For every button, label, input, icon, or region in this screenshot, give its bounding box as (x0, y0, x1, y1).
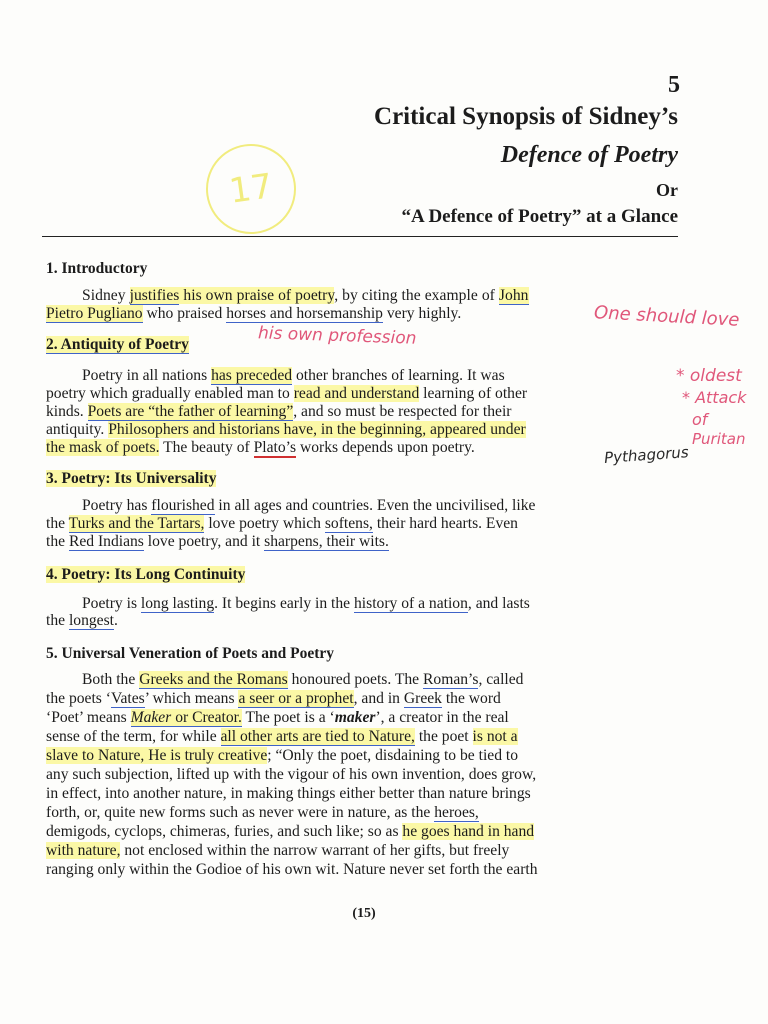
section-heading-universality: 3. Poetry: Its Universality (46, 470, 217, 487)
body-line: forth, or, quite new forms such as never were in nature, as the heroes, (46, 804, 479, 821)
section-heading-continuity: 4. Poetry: Its Long Continuity (46, 566, 246, 583)
body-line: Poetry has flourished in all ages and countries. Even the uncivilised, like (82, 497, 536, 514)
body-line: any such subjection, lifted up with the vigour of his own invention, does grow, (46, 766, 537, 783)
handwritten-note: Puritan (692, 430, 746, 448)
body-line: slave to Nature, He is truly creative; “Only the poet, disdaining to be tied to (46, 747, 519, 764)
body-line: poetry which gradually enabled man to read and understand learning of other (46, 385, 528, 402)
body-line: ranging only within the Godioe of his own wit. Nature never set forth the earth (46, 861, 538, 878)
handwritten-note: his own profession (257, 323, 417, 349)
body-line: ‘Poet’ means Maker or Creator. The poet is a ‘maker’, a creator in the real (46, 709, 509, 726)
handwritten-note: * oldest (676, 366, 742, 386)
body-line: in effect, into another nature, in making things either better than nature brings (46, 785, 531, 802)
body-line: the Red Indians love poetry, and it sharpens, their wits. (46, 533, 389, 550)
chapter-title: Critical Synopsis of Sidney’s (374, 103, 678, 130)
body-line: Poetry is long lasting. It begins early in the history of a nation, and lasts (82, 595, 530, 612)
page-stamp: 17 (200, 138, 302, 240)
body-line: Both the Greeks and the Romans honoured poets. The Roman’s, called (82, 671, 524, 688)
section-heading-veneration: 5. Universal Veneration of Poets and Poetry (46, 645, 335, 662)
chapter-subtitle: “A Defence of Poetry” at a Glance (401, 206, 678, 227)
body-line: Poetry in all nations has preceded other branches of learning. It was (82, 367, 505, 384)
body-line: with nature, not enclosed within the narrow warrant of her gifts, but freely (46, 842, 510, 859)
body-line: the mask of poets. The beauty of Plato’s works depends upon poetry. (46, 439, 475, 456)
body-line: kinds. Poets are “the father of learning”, and so must be respected for their (46, 403, 512, 420)
chapter-title-italic: Defence of Poetry (500, 142, 678, 168)
section-heading-antiquity: 2. Antiquity of Poetry (46, 336, 189, 353)
body-line: Pietro Pugliano who praised horses and horsemanship very highly. (46, 305, 462, 322)
handwritten-note: Pythagorus (603, 443, 690, 467)
chapter-title-or: Or (656, 180, 678, 200)
body-line: antiquity. Philosophers and historians have, in the beginning, appeared under (46, 421, 526, 438)
handwritten-note: * Attack (682, 388, 747, 407)
section-heading-introductory: 1. Introductory (46, 260, 148, 277)
body-line: sense of the term, for while all other arts are tied to Nature, the poet is not a (46, 728, 518, 745)
chapter-number: 5 (668, 72, 680, 98)
body-line: the poets ‘Vates’ which means a seer or a prophet, and in Greek the word (46, 690, 501, 707)
body-line: demigods, cyclops, chimeras, furies, and such like; so as he goes hand in hand (46, 823, 535, 840)
page-number: (15) (352, 906, 376, 921)
handwritten-note: One should love (593, 302, 740, 331)
header-divider (42, 236, 678, 237)
body-line: the Turks and the Tartars, love poetry which softens, their hard hearts. Even (46, 515, 518, 532)
handwritten-note: of (692, 410, 708, 429)
body-line: Sidney justifies his own praise of poetry, by citing the example of John (82, 287, 529, 304)
body-line: the longest. (46, 612, 118, 629)
